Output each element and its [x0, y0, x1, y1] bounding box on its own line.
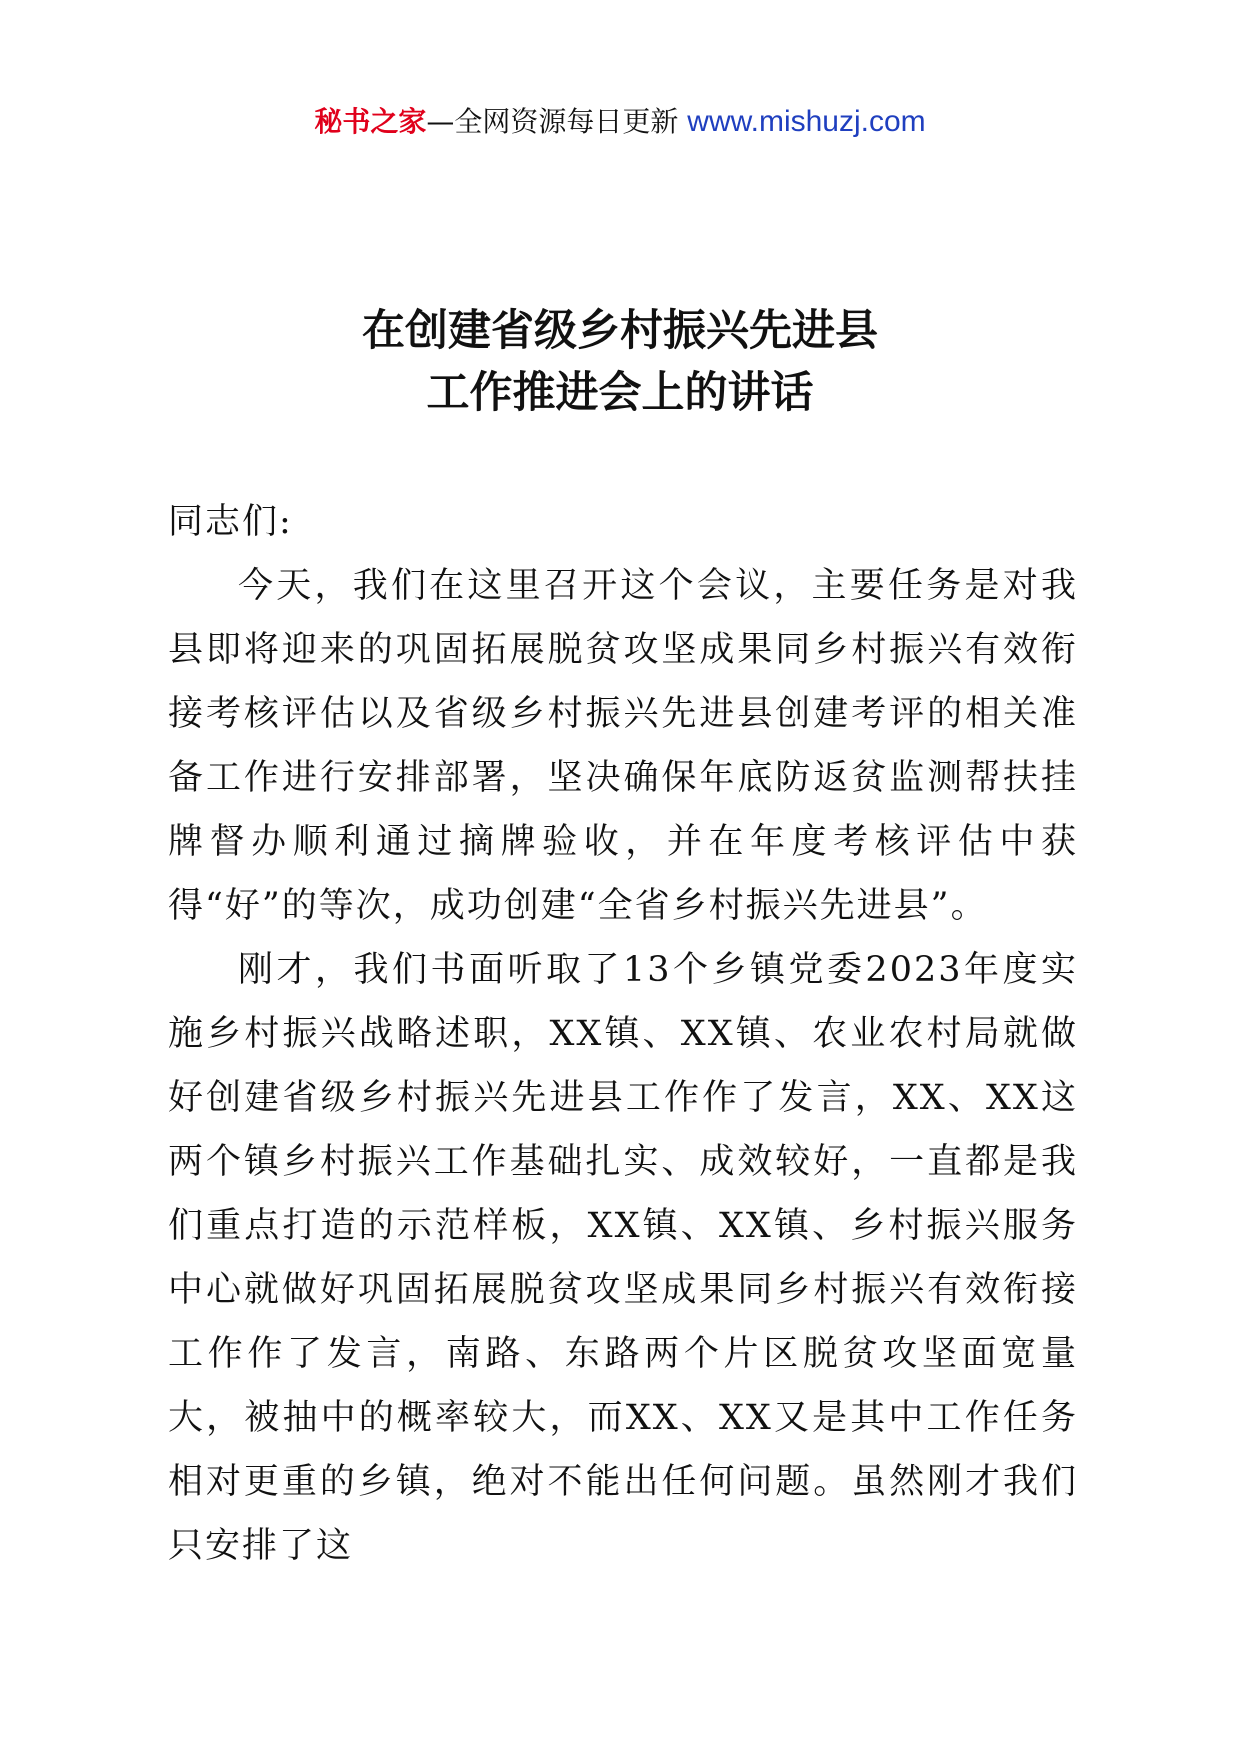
site-slogan: —全网资源每日更新 [426, 105, 679, 138]
salutation: 同志们: [168, 502, 293, 542]
title-line-2: 工作推进会上的讲话 [426, 368, 814, 418]
document-title [0, 300, 1240, 424]
document-body [168, 490, 1078, 1578]
title-line-1: 在创建省级乡村振兴先进县 [362, 306, 878, 356]
paragraph-2: 刚才，我们书面听取了13个乡镇党委2023年度实施乡村振兴战略述职，XX镇、XX镇、农业农村局就做好创建省级乡村振兴先进县工作作了发言，XX、XX这两个镇乡村振兴工作基础扎实、成效较好，一直都是我们重点打造的示范样板，XX镇、XX镇、乡村振兴服务中心就做好巩固拓展脱贫攻坚成果同乡村振兴有效衔接工作作了发言，南路、东路两个片区脱贫攻坚面宽量大，被抽中的概率较大，而XX、XX又是其中工作任务相对更重的乡镇，绝对不能出任何问题。虽然刚才我们只安排了这 [168, 950, 1078, 1566]
site-brand: 秘书之家 [314, 105, 427, 138]
site-url-link[interactable]: www.mishuzj.com [687, 105, 926, 138]
site-header [0, 100, 1240, 144]
paragraph-1: 今天，我们在这里召开这个会议，主要任务是对我县即将迎来的巩固拓展脱贫攻坚成果同乡村振兴有效衔接考核评估以及省级乡村振兴先进县创建考评的相关准备工作进行安排部署，坚决确保年底防返贫监测帮扶挂牌督办顺利通过摘牌验收，并在年度考核评估中获得“好”的等次，成功创建“全省乡村振兴先进县”。 [168, 566, 1078, 926]
